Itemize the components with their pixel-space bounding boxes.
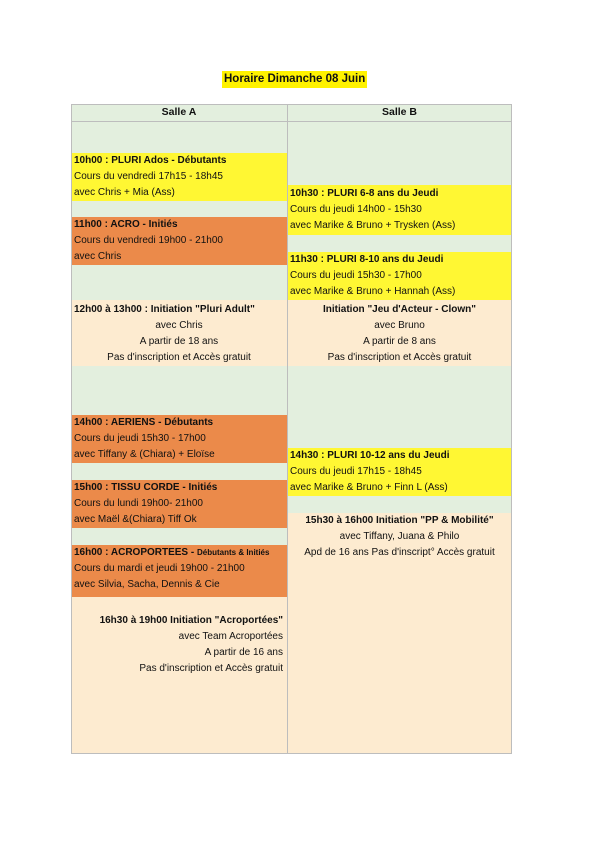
empty-slot bbox=[71, 265, 287, 300]
empty-slot bbox=[71, 463, 287, 480]
session-course: Cours du jeudi 15h30 - 17h00 bbox=[290, 270, 422, 281]
session-age: A partir de 8 ans bbox=[363, 336, 436, 347]
session-acro bbox=[71, 217, 287, 265]
empty-slot bbox=[287, 416, 512, 448]
table-border-right bbox=[511, 104, 512, 754]
session-age: A partir de 18 ans bbox=[139, 336, 219, 347]
session-age: A partir de 16 ans bbox=[204, 647, 283, 658]
page-title: Horaire Dimanche 08 Juin bbox=[222, 71, 367, 88]
session-acroportees bbox=[71, 545, 287, 597]
column-salle-b bbox=[287, 104, 512, 754]
session-instructors: avec Chris + Mia (Ass) bbox=[74, 187, 175, 198]
session-access: Apd de 16 ans Pas d'inscript° Accès gratuit bbox=[304, 547, 495, 558]
session-init-acroportees bbox=[71, 597, 287, 754]
empty-slot bbox=[71, 201, 287, 217]
session-title: 11h00 : ACRO - Initiés bbox=[74, 219, 178, 230]
session-tissu-corde bbox=[71, 480, 287, 528]
empty-slot bbox=[287, 235, 512, 252]
session-title: 14h30 : PLURI 10-12 ans du Jeudi bbox=[290, 450, 450, 461]
table-border-top bbox=[71, 104, 512, 105]
column-salle-a bbox=[71, 104, 287, 754]
table-border-left bbox=[71, 104, 72, 754]
header-salle-a: Salle A bbox=[71, 104, 287, 121]
empty-slot bbox=[71, 528, 287, 545]
session-title: 16h30 à 19h00 Initiation "Acroportées" bbox=[99, 615, 283, 626]
session-course: Cours du jeudi 14h00 - 15h30 bbox=[290, 204, 422, 215]
empty-slot bbox=[71, 366, 287, 382]
session-instructors: avec Silvia, Sacha, Dennis & Cie bbox=[74, 579, 220, 590]
session-course: Cours du lundi 19h00- 21h00 bbox=[74, 498, 203, 509]
session-title: 11h30 : PLURI 8-10 ans du Jeudi bbox=[290, 254, 444, 265]
session-title: Initiation "Jeu d'Acteur - Clown" bbox=[323, 304, 476, 315]
session-clown bbox=[287, 300, 512, 366]
session-course: Cours du mardi et jeudi 19h00 - 21h00 bbox=[74, 563, 245, 574]
session-instructors: avec Bruno bbox=[374, 320, 425, 331]
session-instructors: avec Chris bbox=[155, 320, 203, 331]
session-title: 15h30 à 16h00 Initiation "PP & Mobilité" bbox=[305, 515, 494, 526]
session-title: 10h00 : PLURI Ados - Débutants bbox=[74, 155, 227, 166]
empty-slot bbox=[71, 382, 287, 415]
session-access: Pas d'inscription et Accès gratuit bbox=[107, 352, 251, 363]
session-instructors: avec Chris bbox=[74, 251, 122, 262]
session-aeriens bbox=[71, 415, 287, 463]
session-instructors: avec Team Acroportées bbox=[178, 631, 283, 642]
session-course: Cours du jeudi 17h15 - 18h45 bbox=[290, 466, 422, 477]
empty-slot bbox=[287, 496, 512, 513]
empty-slot bbox=[71, 121, 287, 153]
session-pluri-10-12 bbox=[287, 448, 512, 496]
session-instructors: avec Tiffany & (Chiara) + Eloïse bbox=[74, 449, 215, 460]
session-pp-mobilite bbox=[287, 513, 512, 754]
header-salle-b: Salle B bbox=[287, 104, 512, 121]
session-course: Cours du vendredi 19h00 - 21h00 bbox=[74, 235, 223, 246]
empty-slot bbox=[287, 153, 512, 185]
session-pluri-6-8 bbox=[287, 185, 512, 235]
session-title: 16h00 : ACROPORTEES - bbox=[74, 547, 197, 558]
session-instructors: avec Tiffany, Juana & Philo bbox=[339, 531, 460, 542]
session-instructors: avec Marike & Bruno + Finn L (Ass) bbox=[290, 482, 448, 493]
session-instructors: avec Marike & Bruno + Hannah (Ass) bbox=[290, 286, 456, 297]
session-instructors: avec Maël &(Chiara) Tiff Ok bbox=[74, 514, 197, 525]
table-border-bottom bbox=[71, 753, 512, 754]
session-access: Pas d'inscription et Accès gratuit bbox=[139, 663, 283, 674]
session-title: 12h00 à 13h00 : Initiation "Pluri Adult" bbox=[74, 304, 255, 315]
table-column-divider bbox=[287, 104, 288, 754]
empty-slot bbox=[287, 366, 512, 416]
session-pluri-adult bbox=[71, 300, 287, 366]
session-course: Cours du vendredi 17h15 - 18h45 bbox=[74, 171, 223, 182]
session-instructors: avec Marike & Bruno + Trysken (Ass) bbox=[290, 220, 456, 231]
session-title: 15h00 : TISSU CORDE - Initiés bbox=[74, 482, 218, 493]
session-title: 10h30 : PLURI 6-8 ans du Jeudi bbox=[290, 188, 439, 199]
empty-slot bbox=[287, 121, 512, 153]
session-course: Cours du jeudi 15h30 - 17h00 bbox=[74, 433, 206, 444]
session-access: Pas d'inscription et Accès gratuit bbox=[327, 352, 472, 363]
session-title: 14h00 : AERIENS - Débutants bbox=[74, 417, 214, 428]
session-level: Débutants & Initiés bbox=[197, 548, 270, 557]
session-pluri-ados bbox=[71, 153, 287, 201]
session-pluri-8-10 bbox=[287, 252, 512, 300]
header-divider bbox=[71, 121, 512, 122]
